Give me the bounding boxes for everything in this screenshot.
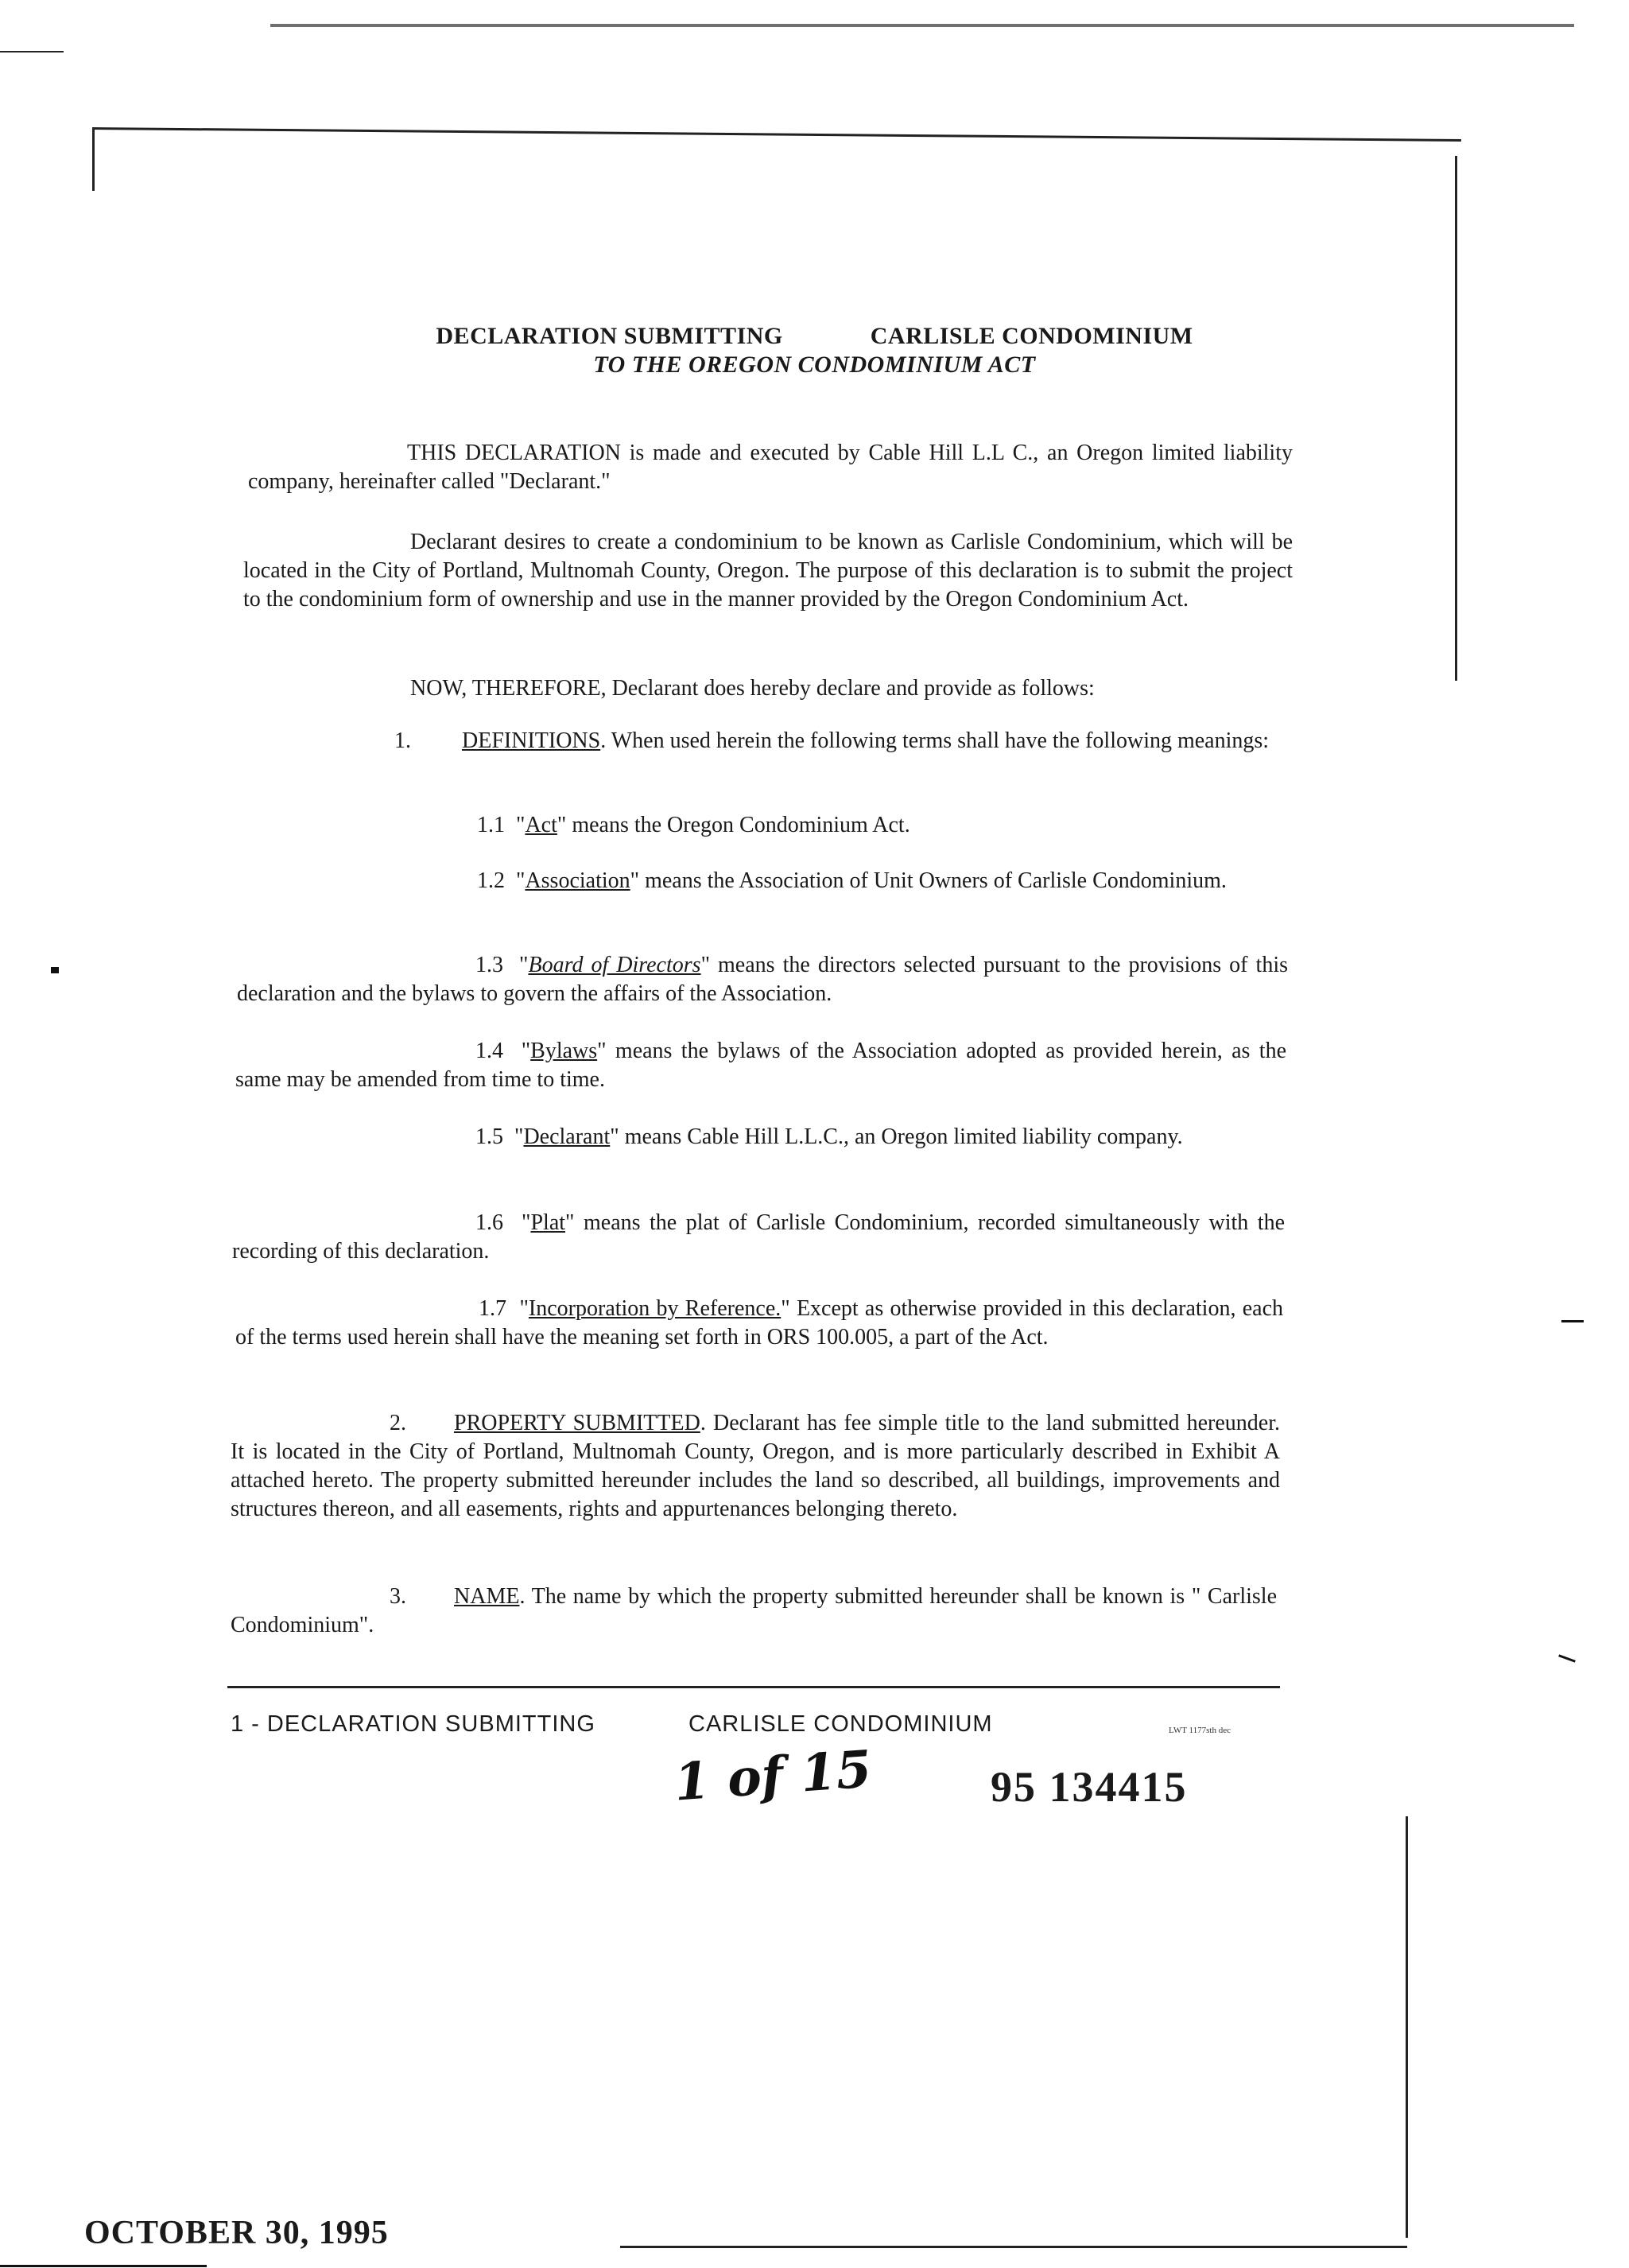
frame-left-rule bbox=[92, 127, 95, 191]
title-left: DECLARATION SUBMITTING bbox=[436, 323, 783, 349]
footer-right-text: CARLISLE CONDOMINIUM bbox=[688, 1711, 993, 1737]
definition-1-3: 1.3 "Board of Directors" means the directors selected pursuant to the provisions of this declaration and the bylaws to govern the affairs of the Association. bbox=[237, 953, 1288, 1006]
definition-1-1: 1.1 "Act" means the Oregon Condominium Act. bbox=[477, 813, 910, 837]
definition-1-4: 1.4 "Bylaws" means the bylaws of the Association adopted as provided herein, as the same may be amended from time to time. bbox=[235, 1039, 1286, 1092]
frame-top-rule bbox=[94, 127, 1461, 142]
footer-file-code: LWT 1177sth dec bbox=[1169, 1726, 1231, 1735]
scan-bottom-left-speck bbox=[0, 2265, 207, 2267]
intro-paragraph-2: Declarant desires to create a condominium to be known as Carlisle Condominium, which will be located in the City of Portland, Multnomah County, Oregon. The purpose of this declaration is to submit the project to the condominium form of ownership and use in the manner provided by the Oregon Condominium Act. bbox=[243, 530, 1293, 612]
faint-annotation: ​ bbox=[985, 213, 987, 231]
recording-number-stamp: 95 134415 bbox=[991, 1763, 1188, 1811]
section-2-heading: PROPERTY SUBMITTED bbox=[454, 1411, 700, 1435]
handwritten-page-count: 1 of 15 bbox=[672, 1739, 874, 1813]
section-3-heading: NAME bbox=[454, 1584, 520, 1609]
scan-right-speck bbox=[1561, 1320, 1584, 1322]
footer-left-text: 1 - DECLARATION SUBMITTING bbox=[231, 1711, 595, 1737]
section-2-property-submitted: 2. PROPERTY SUBMITTED. Declarant has fee simple title to the land submitted hereunder. It is located in the City of Portland, Multnomah County, Oregon, and is more particularly described in Exhibit A attached hereto. The property submitted hereunder includes the land so described, all buildings, improvements and structures thereon, and all easements, rights and appurtenances belonging thereto. bbox=[231, 1411, 1280, 1521]
footer-rule bbox=[227, 1686, 1280, 1688]
definition-1-7: 1.7 "Incorporation by Reference." Except as otherwise provided in this declaration, each of the terms used herein shall have the meaning set forth in ORS 100.005, a part of the Act. bbox=[235, 1296, 1283, 1350]
recording-date: OCTOBER 30, 1995 bbox=[84, 2215, 389, 2251]
faint-annotation-2: ​ bbox=[1127, 239, 1131, 256]
intro-paragraph-1: THIS DECLARATION is made and executed by Cable Hill L.L C., an Oregon limited liability company, hereinafter called "Declarant." bbox=[248, 441, 1293, 494]
section-3-name: 3. NAME. The name by which the property submitted hereunder shall be known is " Carlisle Condominium". bbox=[231, 1584, 1277, 1637]
document-title-line1 bbox=[0, 323, 1629, 350]
scan-right-speck-2 bbox=[1558, 1654, 1576, 1662]
title-line2: TO THE OREGON CONDOMINIUM ACT bbox=[593, 351, 1036, 378]
section-1-heading: DEFINITIONS bbox=[462, 728, 601, 753]
scan-bottom-rule bbox=[620, 2246, 1407, 2248]
intro-paragraph-3: NOW, THEREFORE, Declarant does hereby declare and provide as follows: bbox=[410, 676, 1095, 701]
scan-top-streak bbox=[270, 24, 1574, 27]
scan-right-vertical-mark bbox=[1406, 1816, 1408, 2238]
scan-top-left-mark bbox=[0, 51, 64, 52]
definition-1-5: 1.5 "Declarant" means Cable Hill L.L.C., an Oregon limited liability company. bbox=[475, 1124, 1183, 1149]
title-right: CARLISLE CONDOMINIUM bbox=[870, 323, 1193, 349]
definition-1-2: 1.2 "Association" means the Association of Unit Owners of Carlisle Condominium. bbox=[477, 868, 1227, 893]
scan-left-speck bbox=[51, 967, 59, 973]
document-title-line2 bbox=[0, 351, 1629, 379]
frame-right-rule bbox=[1455, 156, 1457, 681]
definition-1-6: 1.6 "Plat" means the plat of Carlisle Condominium, recorded simultaneously with the recording of this declaration. bbox=[232, 1210, 1285, 1264]
section-1-definitions: 1. DEFINITIONS. When used herein the following terms shall have the following meanings: bbox=[394, 728, 1270, 753]
